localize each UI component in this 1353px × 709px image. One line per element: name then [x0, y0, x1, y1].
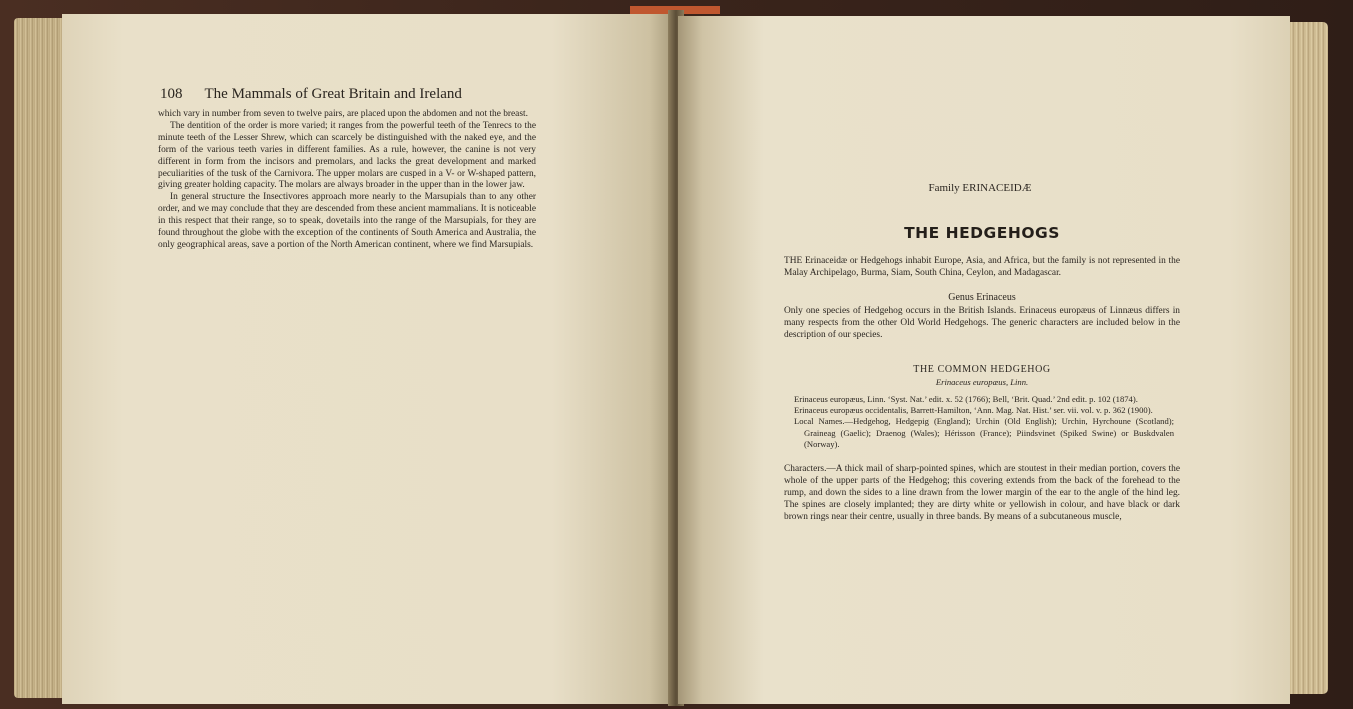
genus-heading: Genus Erinaceus [948, 292, 1016, 303]
species-binomial: Erinaceus europæus, Linn. [935, 377, 1029, 387]
left-paragraph: which vary in number from seven to twelve pairs, are placed upon the abdomen and not the breast. [158, 109, 528, 119]
left-page-body [158, 109, 536, 252]
page-number: 108 [160, 86, 183, 102]
intro-paragraph: THE Erinaceidæ or Hedgehogs inhabit Europe, Asia, and Africa, but the family is not represented in the Malay Archipelago, Burma, Siam, South China, Ceylon, and Madagascar. [784, 256, 1180, 278]
species-heading: THE COMMON HEDGEHOG [913, 364, 1051, 375]
characters-paragraph: Characters.—A thick mail of sharp-pointed spines, which are stoutest in their median portion, covers the whole of the upper parts of the Hedgehog; this covering extends from the back of the forehead to the rump, and down the sides to a line drawn from the lower margin of the ear to the angle of the hind leg. The spines are closely implanted; they are dirty white or yellowish in colour, and have black or dark brown rings near their centre, usually in three bands. By means of a subcutaneous muscle, [784, 464, 1180, 522]
genus-paragraph: Only one species of Hedgehog occurs in the British Islands. Erinaceus europæus of Linnæus differs in many respects from the other Old World Hedgehogs. The generic characters are included below in the description of our species. [784, 306, 1180, 340]
running-title: The Mammals of Great Britain and Ireland [204, 86, 462, 102]
synonym-entry: Local Names.—Hedgehog, Hedgepig (England); Urchin (Old English); Urchin, Hyrchoune (Scotland); Graineag (Gaelic); Draenog (Wales); Hérisson (France); Piindsvinet (Spiked Swine) or Buskdvalen (Norway). [794, 416, 1174, 449]
left-paragraph: In general structure the Insectivores approach more nearly to the Marsupials than to any other order, and we may conclude that they are descended from these ancient mammalians. It is noticeable in this respect that their range, so to speak, dovetails into the range of the Marsupials, for they are found throughout the globe with the exception of the continents of South America and Australia, the only geographical areas, save a portion of the North American continent, where we find Marsupials. [158, 192, 536, 250]
left-paragraph: The dentition of the order is more varied; it ranges from the powerful teeth of the Tenrecs to the minute teeth of the Lesser Shrew, which can scarcely be distinguished with the naked eye, and the form of the various teeth varies in different families. As a rule, however, the canine is not very different in form from the incisors and premolars, and lacks the great development and marked peculiarities of the tusk of the Carnivora. The upper molars are cusped in a V- or W-shaped pattern, giving greater holding capacity. The molars are always broader in the upper than in the lower jaw. [158, 120, 536, 191]
chapter-heading: THE HEDGEHOGS [904, 224, 1060, 242]
synonym-entry: Erinaceus europæus occidentalis, Barrett-Hamilton, ‘Ann. Mag. Nat. Hist.’ ser. vii. vol. v. p. 362 (1900). [794, 405, 1153, 416]
synonym-entry: Erinaceus europæus, Linn. ‘Syst. Nat.’ edit. x. 52 (1766); Bell, ‘Brit. Quad.’ 2nd edit. p. 102 (1874). [794, 394, 1138, 404]
running-head [160, 86, 540, 103]
right-page [678, 16, 1290, 704]
synonymy-list [794, 394, 1174, 450]
family-line: Family ERINACEIDÆ [928, 182, 1032, 194]
